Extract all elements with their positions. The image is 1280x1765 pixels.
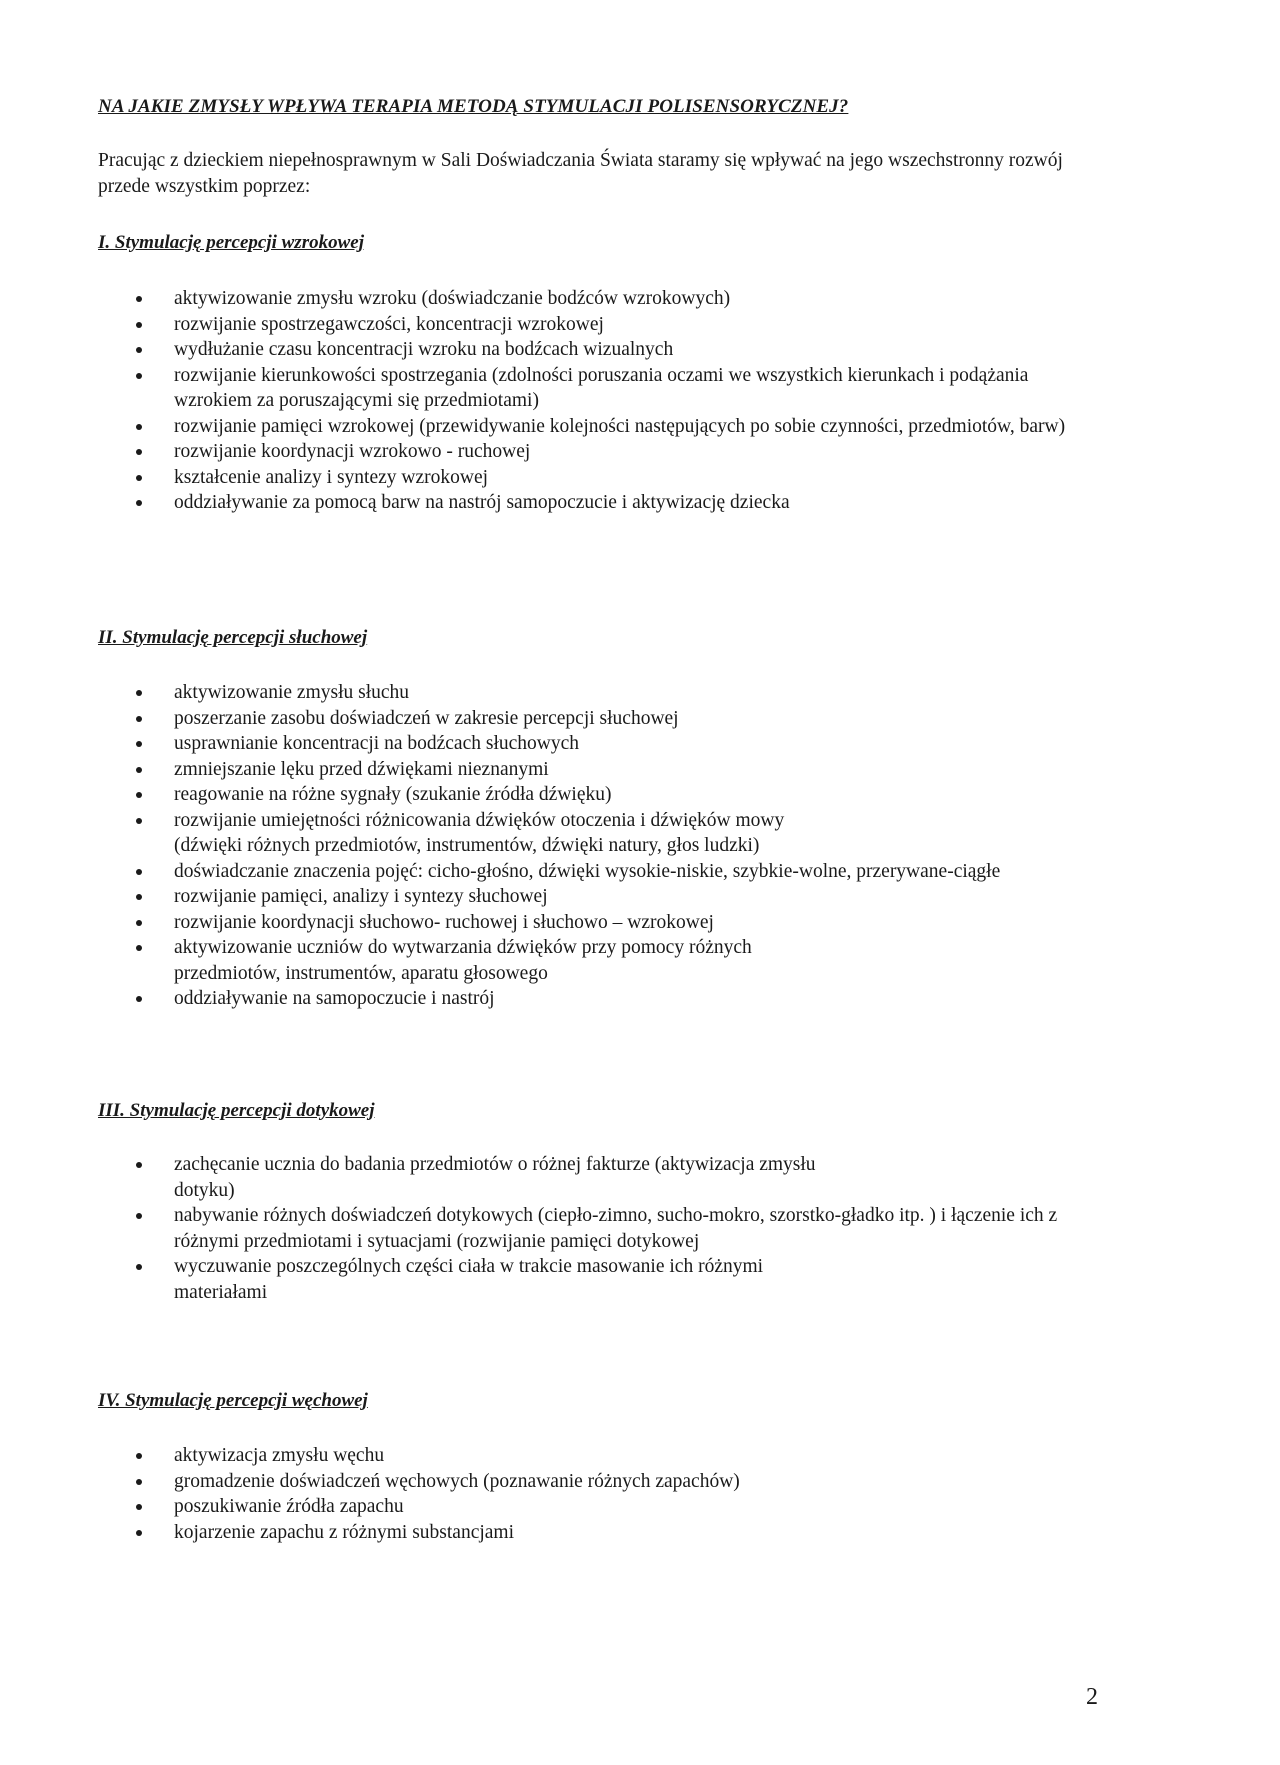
list-item: wyczuwanie poszczególnych części ciała w trakcie masowanie ich różnymi materiałami — [136, 1254, 834, 1305]
document-title: NA JAKIE ZMYSŁY WPŁYWA TERAPIA METODĄ STYMULACJI POLISENSORYCZNEJ? — [98, 96, 849, 117]
list-item: rozwijanie kierunkowości spostrzegania (zdolności poruszania oczami we wszystkich kierunkach i podążania wzrokiem za poruszającymi się przedmiotami) — [136, 363, 1096, 414]
list-item: poszukiwanie źródła zapachu — [136, 1494, 1136, 1520]
section-heading-visual: I. Stymulację percepcji wzrokowej — [98, 232, 364, 253]
list-item: zachęcanie ucznia do badania przedmiotów o różnej fakturze (aktywizacja zmysłu dotyku) — [136, 1152, 874, 1203]
section-heading-olfactory: IV. Stymulację percepcji węchowej — [98, 1390, 368, 1411]
section-list-tactile — [136, 1152, 1086, 1305]
list-item: nabywanie różnych doświadczeń dotykowych (ciepło-zimno, sucho-mokro, szorstko-gładko itp. ) i łączenie ich z różnymi przedmiotami i sytuacjami (rozwijanie pamięci dotykowej — [136, 1203, 1094, 1254]
section-heading-auditory: II. Stymulację percepcji słuchowej — [98, 627, 368, 648]
section-list-visual — [136, 286, 1096, 516]
list-item: poszerzanie zasobu doświadczeń w zakresie percepcji słuchowej — [136, 706, 1086, 732]
list-item: aktywizowanie zmysłu słuchu — [136, 680, 1086, 706]
list-item: usprawnianie koncentracji na bodźcach słuchowych — [136, 731, 1086, 757]
list-item: rozwijanie umiejętności różnicowania dźwięków otoczenia i dźwięków mowy (dźwięki różnych przedmiotów, instrumentów, dźwięki natury, głos ludzki) — [136, 808, 814, 859]
page-number: 2 — [1086, 1684, 1098, 1710]
list-item: oddziaływanie za pomocą barw na nastrój samopoczucie i aktywizację dziecka — [136, 490, 1096, 516]
list-item: rozwijanie pamięci wzrokowej (przewidywanie kolejności następujących po sobie czynności, przedmiotów, barw) — [136, 414, 1096, 440]
list-item: rozwijanie koordynacji słuchowo- ruchowej i słuchowo – wzrokowej — [136, 910, 1086, 936]
list-item: reagowanie na różne sygnały (szukanie źródła dźwięku) — [136, 782, 1086, 808]
section-heading-tactile: III. Stymulację percepcji dotykowej — [98, 1100, 375, 1121]
intro-paragraph: Pracując z dzieckiem niepełnosprawnym w Sali Doświadczania Świata staramy się wpływać na jego wszechstronny rozwój przede wszystkim poprzez: — [98, 150, 1063, 197]
list-item: aktywizowanie uczniów do wytwarzania dźwięków przy pomocy różnych przedmiotów, instrumentów, aparatu głosowego — [136, 935, 814, 986]
section-list-auditory — [136, 680, 1086, 1012]
list-item: kojarzenie zapachu z różnymi substancjami — [136, 1520, 1136, 1546]
list-item: aktywizacja zmysłu węchu — [136, 1443, 1136, 1469]
list-item: aktywizowanie zmysłu wzroku (doświadczanie bodźców wzrokowych) — [136, 286, 1096, 312]
list-item: zmniejszanie lęku przed dźwiękami nieznanymi — [136, 757, 1086, 783]
list-item: wydłużanie czasu koncentracji wzroku na bodźcach wizualnych — [136, 337, 1096, 363]
list-item: doświadczanie znaczenia pojęć: cicho-głośno, dźwięki wysokie-niskie, szybkie-wolne, przerywane-ciągłe — [136, 859, 1086, 885]
section-list-olfactory — [136, 1443, 1136, 1545]
list-item: oddziaływanie na samopoczucie i nastrój — [136, 986, 1086, 1012]
list-item: rozwijanie pamięci, analizy i syntezy słuchowej — [136, 884, 1086, 910]
list-item: gromadzenie doświadczeń węchowych (poznawanie różnych zapachów) — [136, 1469, 1136, 1495]
list-item: rozwijanie koordynacji wzrokowo - ruchowej — [136, 439, 1096, 465]
list-item: kształcenie analizy i syntezy wzrokowej — [136, 465, 1096, 491]
list-item: rozwijanie spostrzegawczości, koncentracji wzrokowej — [136, 312, 1096, 338]
